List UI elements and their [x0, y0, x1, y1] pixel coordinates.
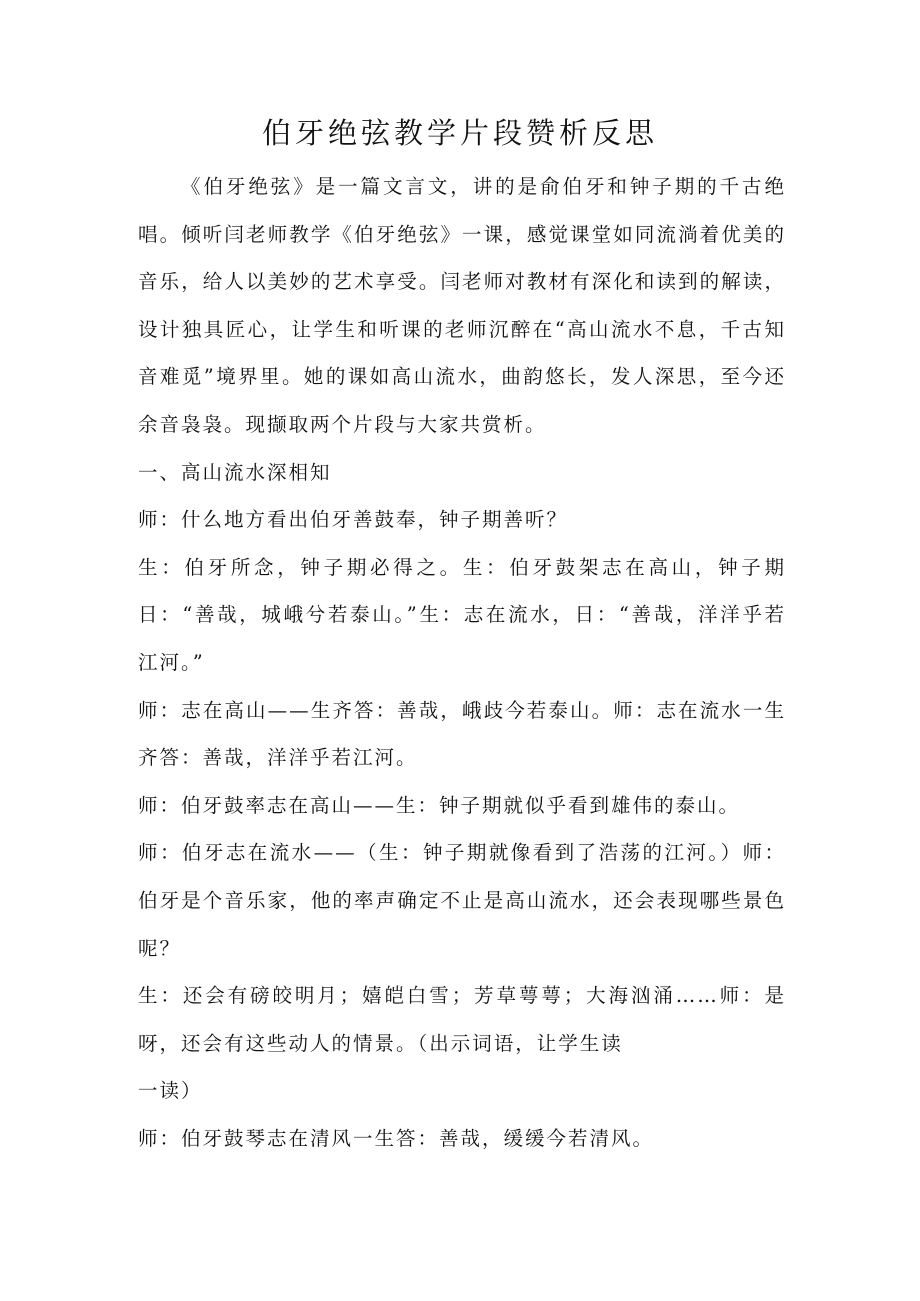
dialogue-paragraph: 师：什么地方看出伯牙善鼓奉，钟子期善听？ — [138, 508, 569, 532]
section-heading: 一、高山流水深相知 — [138, 460, 332, 484]
dialogue-paragraph: 师：伯牙鼓琴志在清风一生答：善哉，缓缓今若清风。 — [138, 1126, 655, 1150]
dialogue-paragraph: 师：伯牙志在流水——（生：钟子期就像看到了浩荡的江河。）师：伯牙是个音乐家，他的率声确定不止是高山流水，还会表现哪些景色呢？ — [138, 841, 786, 960]
document-title: 伯牙绝弦教学片段赞析反思 — [261, 116, 658, 150]
dialogue-paragraph: 生：伯牙所念，钟子期必得之。生：伯牙鼓架志在高山，钟子期日：“善哉，城峨兮若泰山。”生：志在流水，日：“善哉，洋洋乎若江河。” — [138, 555, 786, 674]
dialogue-paragraph: 师：志在高山——生齐答：善哉，峨歧今若泰山。师：志在流水一生齐答：善哉，洋洋乎若江河。 — [138, 698, 786, 770]
dialogue-paragraph: 师：伯牙鼓率志在高山——生：钟子期就似乎看到雄伟的泰山。 — [138, 793, 741, 817]
intro-paragraph: 《伯牙绝弦》是一篇文言文，讲的是俞伯牙和钟子期的千古绝唱。倾听闫老师教学《伯牙绝弦》一课，感觉课堂如同流淌着优美的音乐，给人以美妙的艺术享受。闫老师对教材有深化和读到的解读，设计独具匠心，让学生和听课的老师沉醉在“高山流水不息，千古知音难觅”境界里。她的课如高山流水，曲韵悠长，发人深思，至今还余音袅袅。现撷取两个片段与大家共赏析。 — [138, 175, 786, 436]
document-body — [138, 163, 786, 1162]
dialogue-paragraph: 生：还会有磅皎明月；嬉皑白雪；芳草萼萼；大海汹涌……师：是呀，还会有这些动人的情景。（出示词语，让学生读 — [138, 984, 786, 1055]
dialogue-paragraph: 一读） — [138, 1079, 203, 1103]
